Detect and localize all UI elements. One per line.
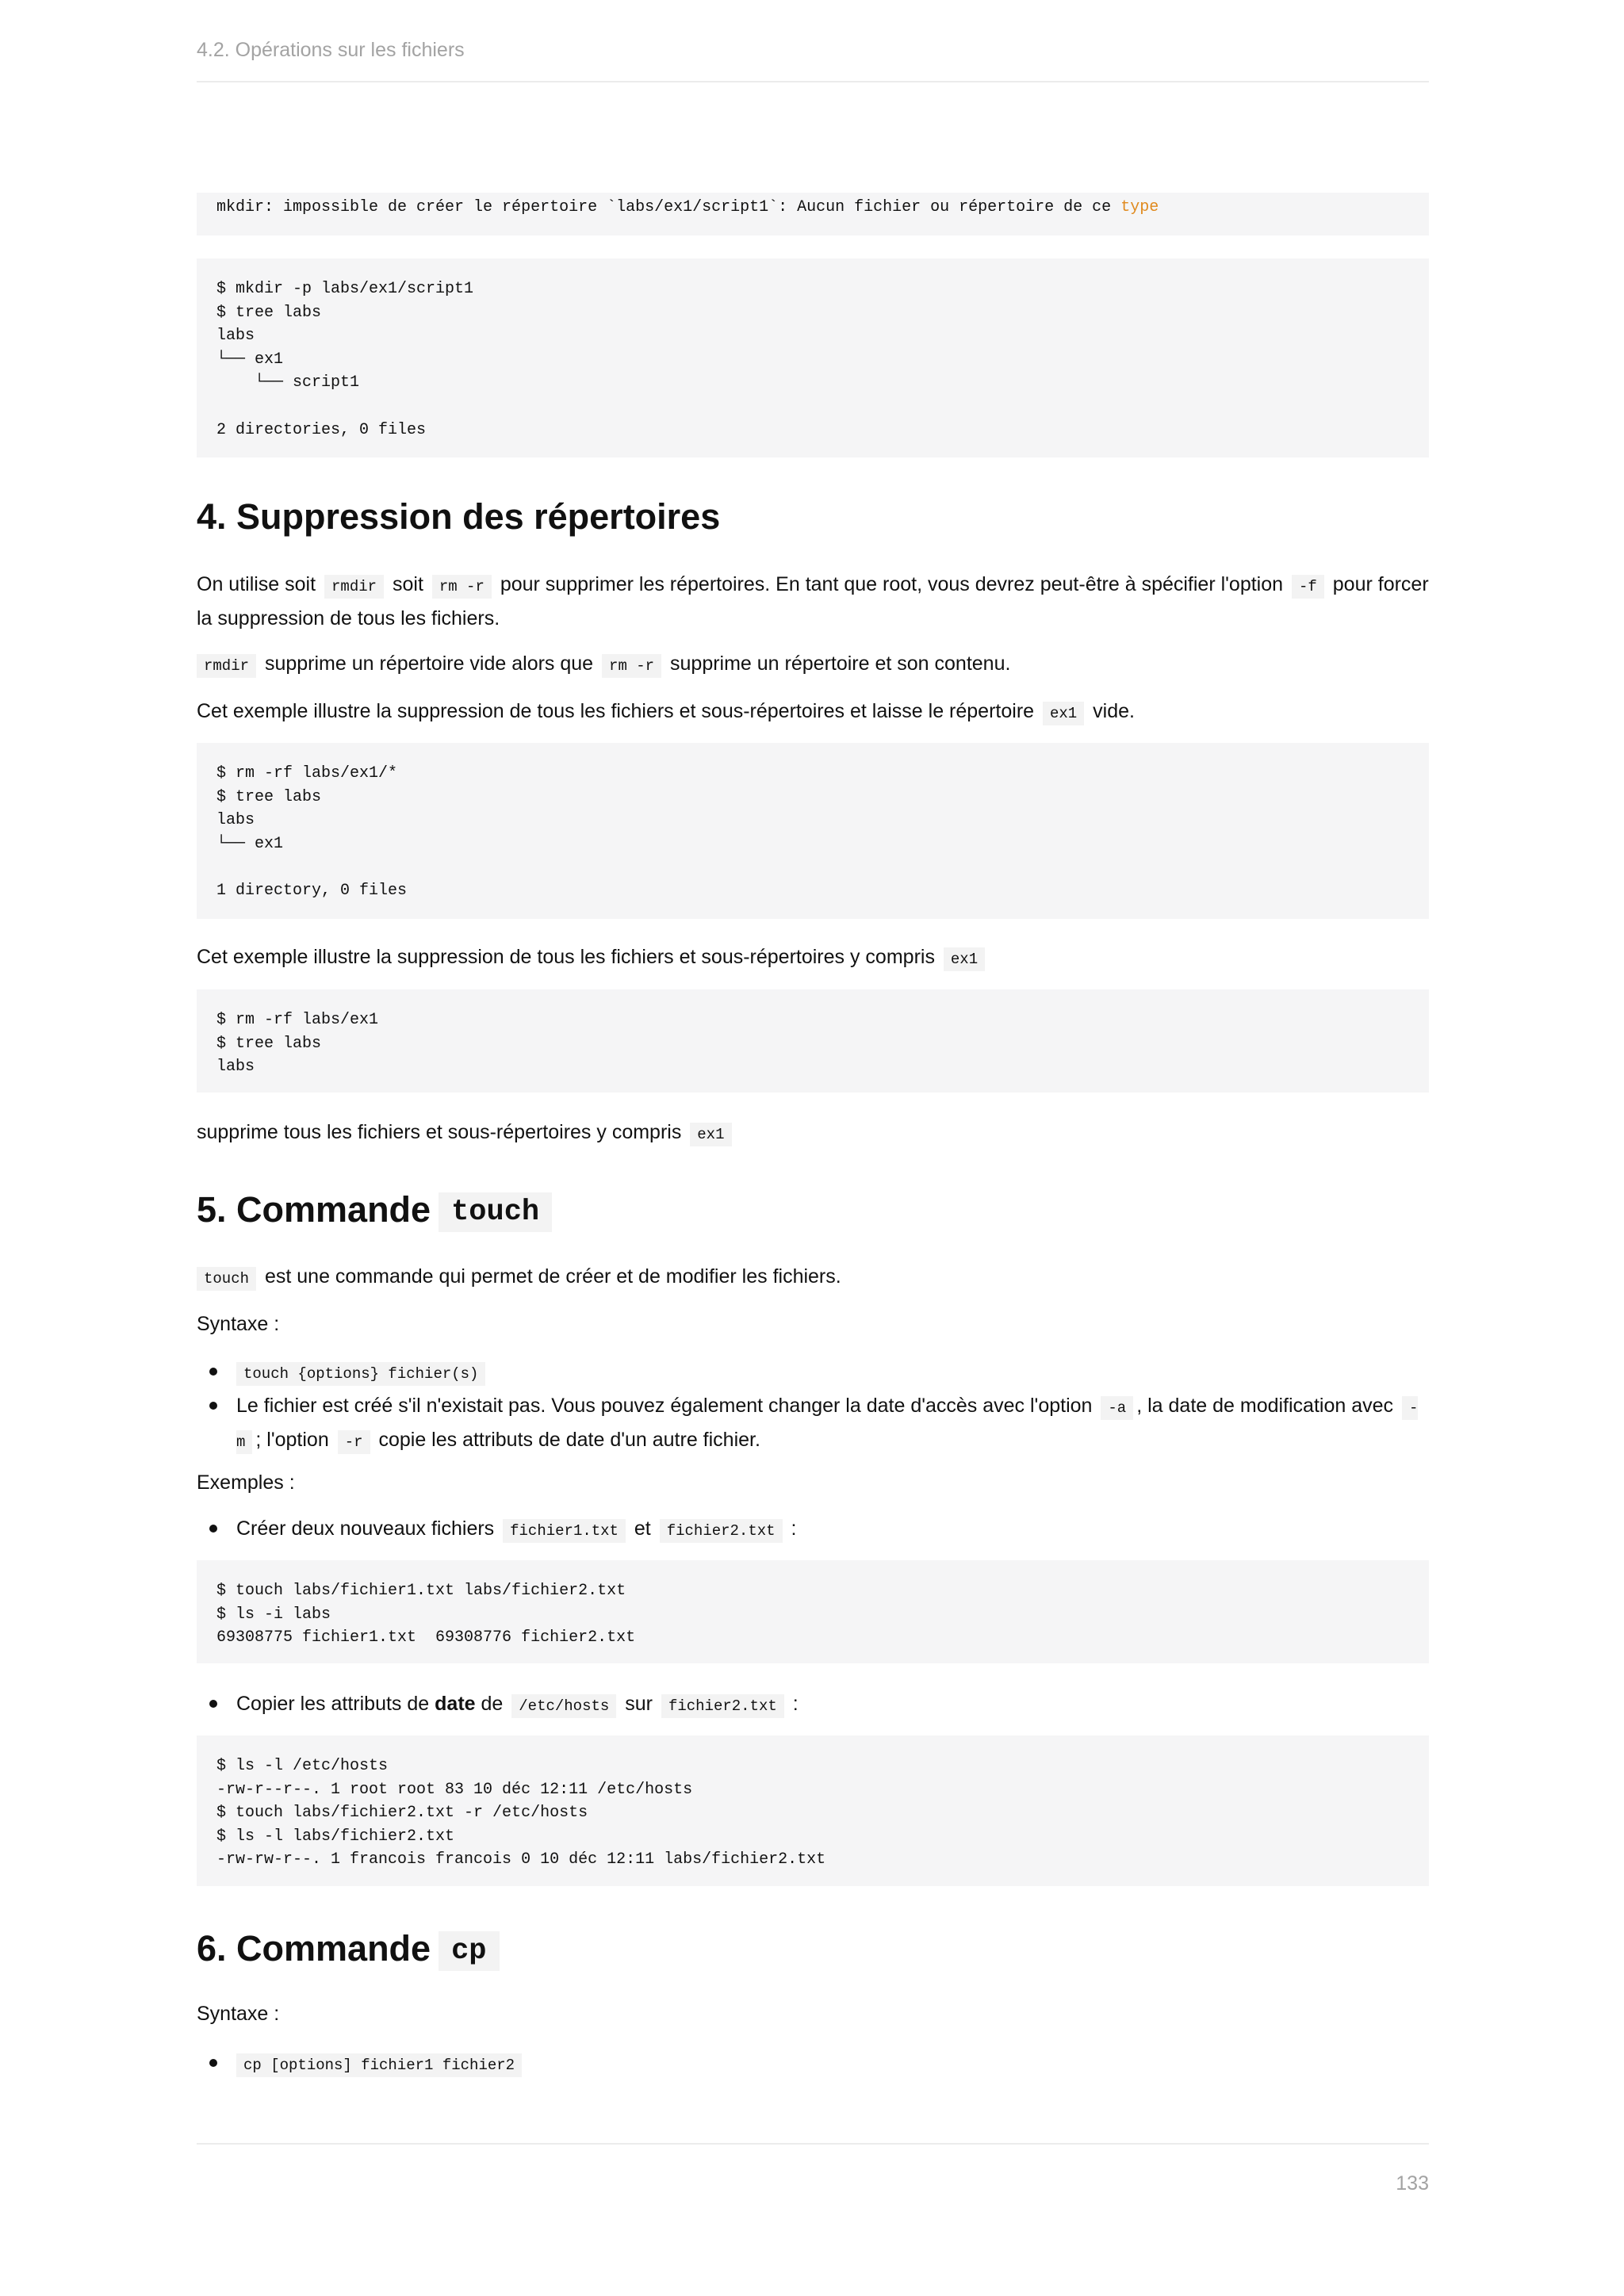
code-line: $ ls -i labs <box>216 1605 331 1624</box>
code-line: $ rm -rf labs/ex1 <box>216 1011 379 1029</box>
bullet <box>209 1525 217 1533</box>
text: de <box>481 1693 504 1715</box>
inline-code-f: -f <box>1292 575 1324 599</box>
text: ; l'option <box>255 1429 329 1451</box>
inline-code-a: -a <box>1101 1396 1133 1420</box>
inline-code-m: -m <box>236 1396 1418 1454</box>
code-line: 2 directories, 0 files <box>216 420 427 439</box>
section-5-intro <box>197 1261 1429 1295</box>
text: vide. <box>1093 700 1135 722</box>
text: Le fichier est créé s'il n'existait pas. Vous pouvez également changer la date d'accès avec l'option <box>236 1395 1093 1417</box>
code-block-mkdir-error <box>197 193 1429 235</box>
code-line: -rw-r--r--. 1 root root 83 10 déc 12:11 /etc/hosts <box>216 1780 693 1799</box>
inline-code-fichier2: fichier2.txt <box>660 1519 783 1543</box>
inline-code-r: -r <box>338 1430 370 1454</box>
text: copie les attributs de date d'un autre fichier. <box>378 1429 760 1451</box>
section-4-paragraph-3 <box>197 695 1429 729</box>
list-item <box>197 2047 1429 2081</box>
code-line: └── script1 <box>216 373 360 392</box>
document-page <box>197 0 1429 2296</box>
code-line: $ tree labs <box>216 303 322 322</box>
code-line: 1 directory, 0 files <box>216 881 408 900</box>
section-4-heading <box>197 495 720 539</box>
code-block-touch-ref <box>197 1735 1429 1886</box>
section-6-syntax-label: Syntaxe : <box>197 2003 280 2025</box>
section-5-title-code: touch <box>439 1192 552 1232</box>
inline-code-touch: touch <box>197 1267 256 1291</box>
code-line: 69308775 fichier1.txt 69308776 fichier2.txt <box>216 1628 636 1647</box>
section-5-syntax-label: Syntaxe : <box>197 1313 280 1335</box>
section-4-paragraph-5 <box>197 1116 1429 1150</box>
text: , la date de modification avec <box>1136 1395 1394 1417</box>
text: : <box>792 1693 799 1715</box>
section-4-paragraph-4 <box>197 941 1429 975</box>
text: supprime un répertoire vide alors que <box>264 652 594 675</box>
text: Cet exemple illustre la suppression de tous les fichiers et sous-répertoires et laisse le répertoire <box>197 700 1035 722</box>
inline-code-rmdir: rmdir <box>324 575 384 599</box>
code-line: $ ls -l /etc/hosts <box>216 1757 389 1775</box>
code-line: $ rm -rf labs/ex1/* <box>216 764 398 783</box>
running-header <box>197 38 1429 82</box>
section-5-example-1 <box>197 1513 1429 1547</box>
bullet <box>209 1402 217 1410</box>
code-block-rm-contents <box>197 743 1429 919</box>
code-line: $ touch labs/fichier1.txt labs/fichier2.txt <box>216 1582 626 1600</box>
section-4-paragraph-2 <box>197 648 1429 682</box>
code-line: └── ex1 <box>216 834 284 853</box>
text: On utilise soit <box>197 573 316 595</box>
inline-code-ex1: ex1 <box>690 1123 731 1146</box>
text: pour forcer la suppression de tous les fichiers. <box>197 573 1429 629</box>
code-line <box>216 196 1409 220</box>
code-line: $ mkdir -p labs/ex1/script1 <box>216 280 474 298</box>
text: soit <box>392 573 423 595</box>
text: : <box>791 1517 797 1540</box>
section-6-title-code: cp <box>439 1931 499 1971</box>
code-line: labs <box>216 327 255 346</box>
text: supprime tous les fichiers et sous-répertoires y compris <box>197 1121 682 1143</box>
section-5-example-2 <box>197 1688 1429 1722</box>
section-6-title: 6. Commande <box>197 1928 431 1969</box>
inline-code-fichier2: fichier2.txt <box>661 1694 784 1718</box>
code-line <box>216 855 1409 879</box>
inline-code-touch-syntax: touch {options} fichier(s) <box>236 1362 485 1386</box>
code-line: $ touch labs/fichier2.txt -r /etc/hosts <box>216 1804 588 1823</box>
code-line <box>216 395 1409 419</box>
inline-code-rm-r: rm -r <box>432 575 492 599</box>
section-6-heading <box>197 1927 500 1973</box>
text: Cet exemple illustre la suppression de tous les fichiers et sous-répertoires y compris <box>197 946 935 968</box>
bullet <box>209 1368 217 1376</box>
inline-code-ex1: ex1 <box>944 947 985 971</box>
section-4-title: 4. Suppression des répertoires <box>197 496 721 537</box>
section-5-title: 5. Commande <box>197 1189 431 1230</box>
code-keyword: type <box>1120 198 1159 216</box>
code-line: └── ex1 <box>216 350 284 369</box>
code-line: $ ls -l labs/fichier2.txt <box>216 1827 455 1846</box>
bold-text: date <box>435 1693 476 1715</box>
running-header-title: 4.2. Opérations sur les fichiers <box>197 39 465 61</box>
code-line: $ tree labs <box>216 787 322 806</box>
section-4-paragraph-1 <box>197 568 1429 634</box>
inline-code-rmdir: rmdir <box>197 654 256 678</box>
inline-code-rm-r: rm -r <box>602 654 661 678</box>
list-item <box>197 1356 1429 1390</box>
section-5-syntax-list <box>197 1356 1429 1458</box>
section-5-heading <box>197 1188 552 1234</box>
text: supprime un répertoire et son contenu. <box>670 652 1011 675</box>
text: sur <box>625 1693 653 1715</box>
text: et <box>634 1517 651 1540</box>
code-text: mkdir: impossible de créer le répertoire `labs/ex1/script1`: Aucun fichier ou répertoire de ce <box>216 198 1121 216</box>
inline-code-etc-hosts: /etc/hosts <box>511 1694 616 1718</box>
page-number: 133 <box>1396 2172 1429 2195</box>
inline-code-ex1: ex1 <box>1043 702 1084 725</box>
bullet <box>209 1700 217 1708</box>
code-block-rm-dir <box>197 989 1429 1093</box>
code-line: labs <box>216 1058 255 1077</box>
inline-code-cp-syntax: cp [options] fichier1 fichier2 <box>236 2053 522 2077</box>
section-6-syntax-list <box>197 2047 1429 2081</box>
text: Copier les attributs de <box>236 1693 430 1715</box>
text: est une commande qui permet de créer et de modifier les fichiers. <box>264 1265 841 1288</box>
code-line: $ tree labs <box>216 1034 322 1053</box>
section-5-examples-label: Exemples : <box>197 1471 295 1494</box>
text: pour supprimer les répertoires. En tant que root, vous devrez peut-être à spécifier l'option <box>500 573 1284 595</box>
list-item <box>197 1513 1429 1547</box>
list-item <box>197 1688 1429 1722</box>
code-block-touch-create <box>197 1560 1429 1663</box>
code-block-mkdir-p <box>197 258 1429 457</box>
code-line: -rw-rw-r--. 1 francois francois 0 10 déc 12:11 labs/fichier2.txt <box>216 1850 826 1869</box>
bullet <box>209 2059 217 2067</box>
code-line: labs <box>216 811 255 830</box>
text: Créer deux nouveaux fichiers <box>236 1517 495 1540</box>
running-footer <box>197 2143 1429 2195</box>
list-item <box>197 1390 1429 1458</box>
inline-code-fichier1: fichier1.txt <box>503 1519 626 1543</box>
